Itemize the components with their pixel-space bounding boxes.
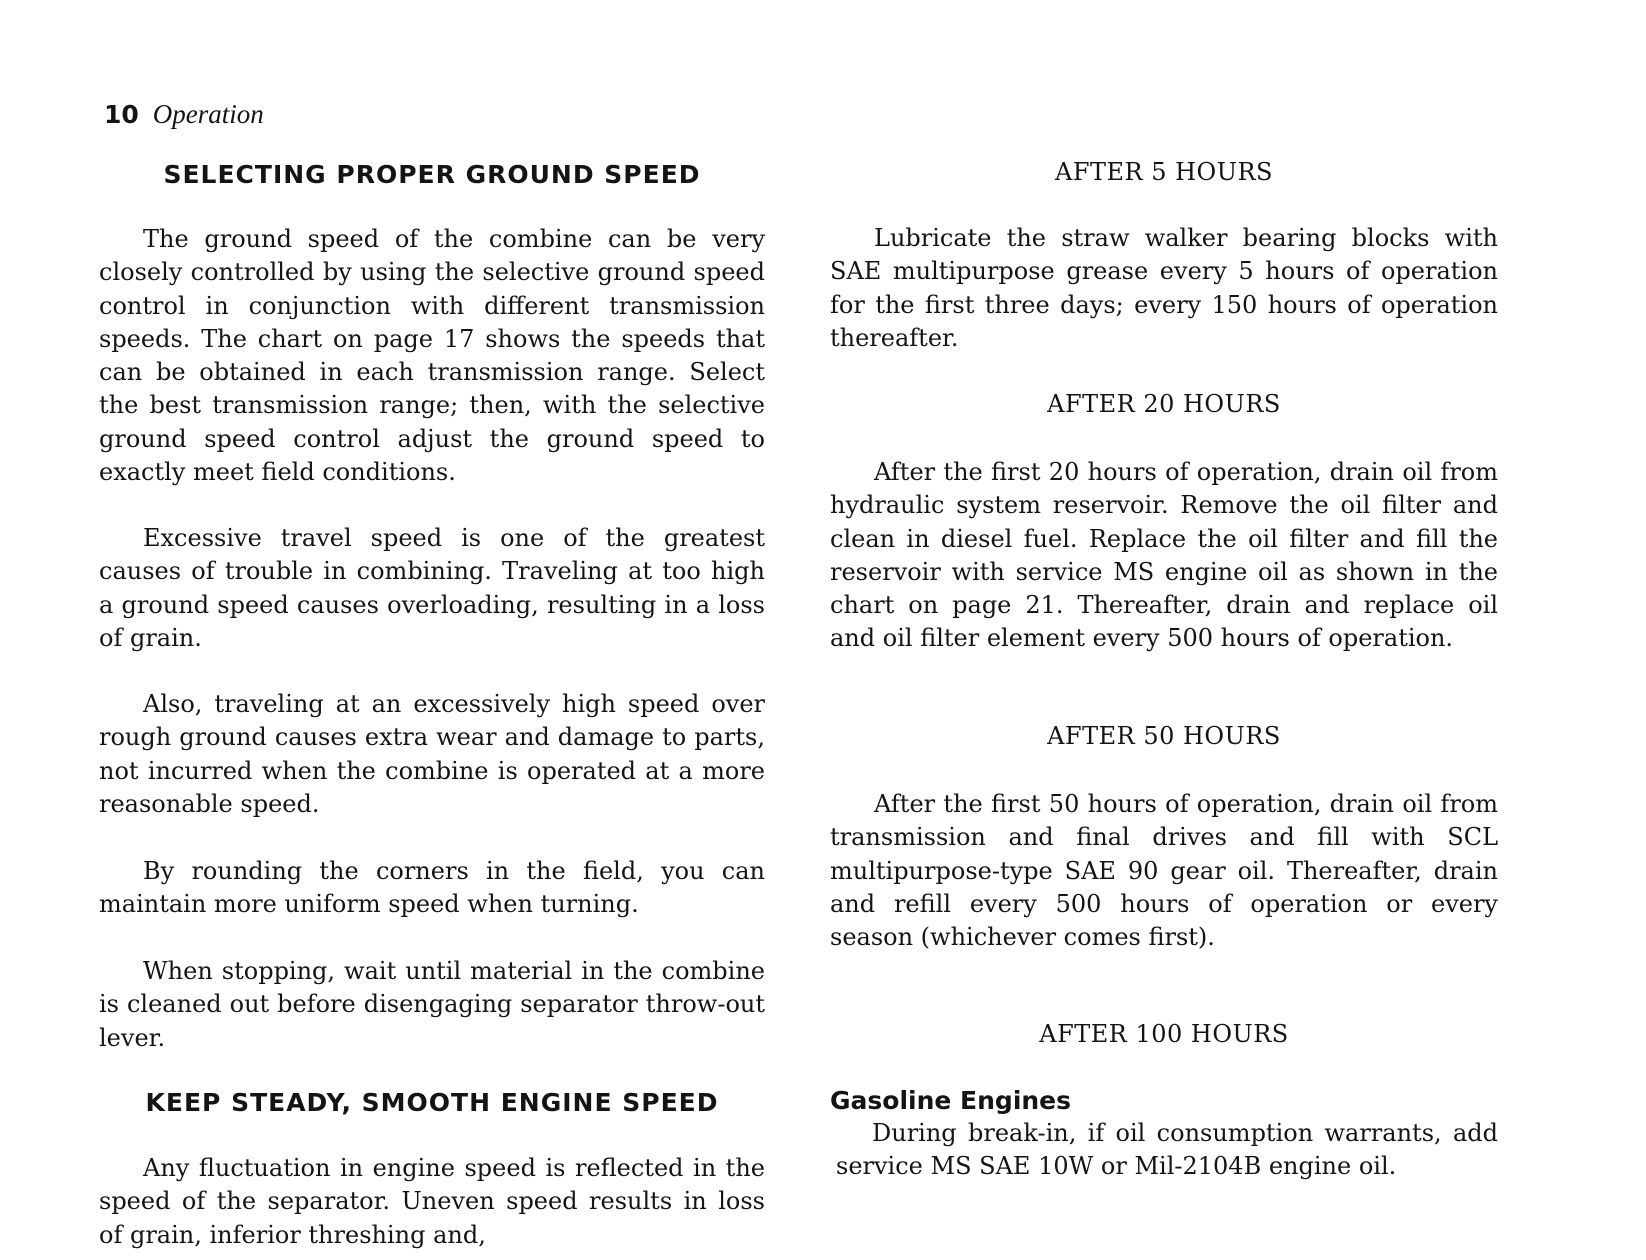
heading-after-5-hours: AFTER 5 HOURS — [1055, 158, 1273, 186]
heading-after-20-hours: AFTER 20 HOURS — [1047, 390, 1281, 418]
paragraph-after-50-hours: After the first 50 hours of operation, drain oil from transmission and final drives and fill with SCL multipurpose-type SAE 90 gear oil. Thereafter, drain and refill every 500 hours of operation or every season (whichever comes first). — [830, 790, 1498, 952]
heading-engine-speed: KEEP STEADY, SMOOTH ENGINE SPEED — [145, 1088, 719, 1117]
paragraph-rough-ground: Also, traveling at an excessively high speed over rough ground causes extra wear and damage to parts, not incurred when the combine is operated at a more reasonable speed. — [99, 690, 765, 818]
paragraph-engine-fluctuation: Any fluctuation in engine speed is reflected in the speed of the separator. Uneven speed results in loss of grain, inferior threshing and, — [99, 1154, 765, 1249]
heading-after-50-hours: AFTER 50 HOURS — [1047, 722, 1281, 750]
paragraph-break-in-oil: During break-in, if oil consumption warrants, add service MS SAE 10W or Mil-2104B engine oil. — [836, 1119, 1498, 1181]
subheading-gasoline-engines: Gasoline Engines — [830, 1086, 1072, 1115]
paragraph-after-5-hours: Lubricate the straw walker bearing blocks with SAE multipurpose grease every 5 hours of operation for the first three days; every 150 hours of operation thereafter. — [830, 224, 1498, 352]
paragraph-ground-speed-control: The ground speed of the combine can be very closely controlled by using the selective ground speed control in conjunction with different transmission speeds. The chart on page 17 shows the speeds that can be obtained in each transmission range. Select the best transmission range; then, with the selective ground speed control adjust the ground speed to exactly meet field conditions. — [99, 225, 765, 487]
paragraph-stopping: When stopping, wait until material in the combine is cleaned out before disengaging separator throw-out lever. — [99, 957, 765, 1052]
paragraph-excessive-speed: Excessive travel speed is one of the greatest causes of trouble in combining. Traveling at too high a ground speed causes overloading, resulting in a loss of grain. — [99, 524, 765, 652]
page-number: 10 — [104, 100, 139, 129]
paragraph-rounding-corners: By rounding the corners in the field, you can maintain more uniform speed when turning. — [99, 857, 765, 919]
section-title: Operation — [152, 99, 264, 129]
page-header — [104, 96, 264, 133]
paragraph-after-20-hours: After the first 20 hours of operation, drain oil from hydraulic system reservoir. Remove the oil filter and clean in diesel fuel. Replace the oil filter and fill the reservoir with service MS engine oil as shown in the chart on page 21. Thereafter, drain and replace oil and oil filter element every 500 hours of operation. — [830, 458, 1498, 653]
heading-after-100-hours: AFTER 100 HOURS — [1039, 1020, 1289, 1048]
heading-ground-speed: SELECTING PROPER GROUND SPEED — [163, 160, 701, 189]
